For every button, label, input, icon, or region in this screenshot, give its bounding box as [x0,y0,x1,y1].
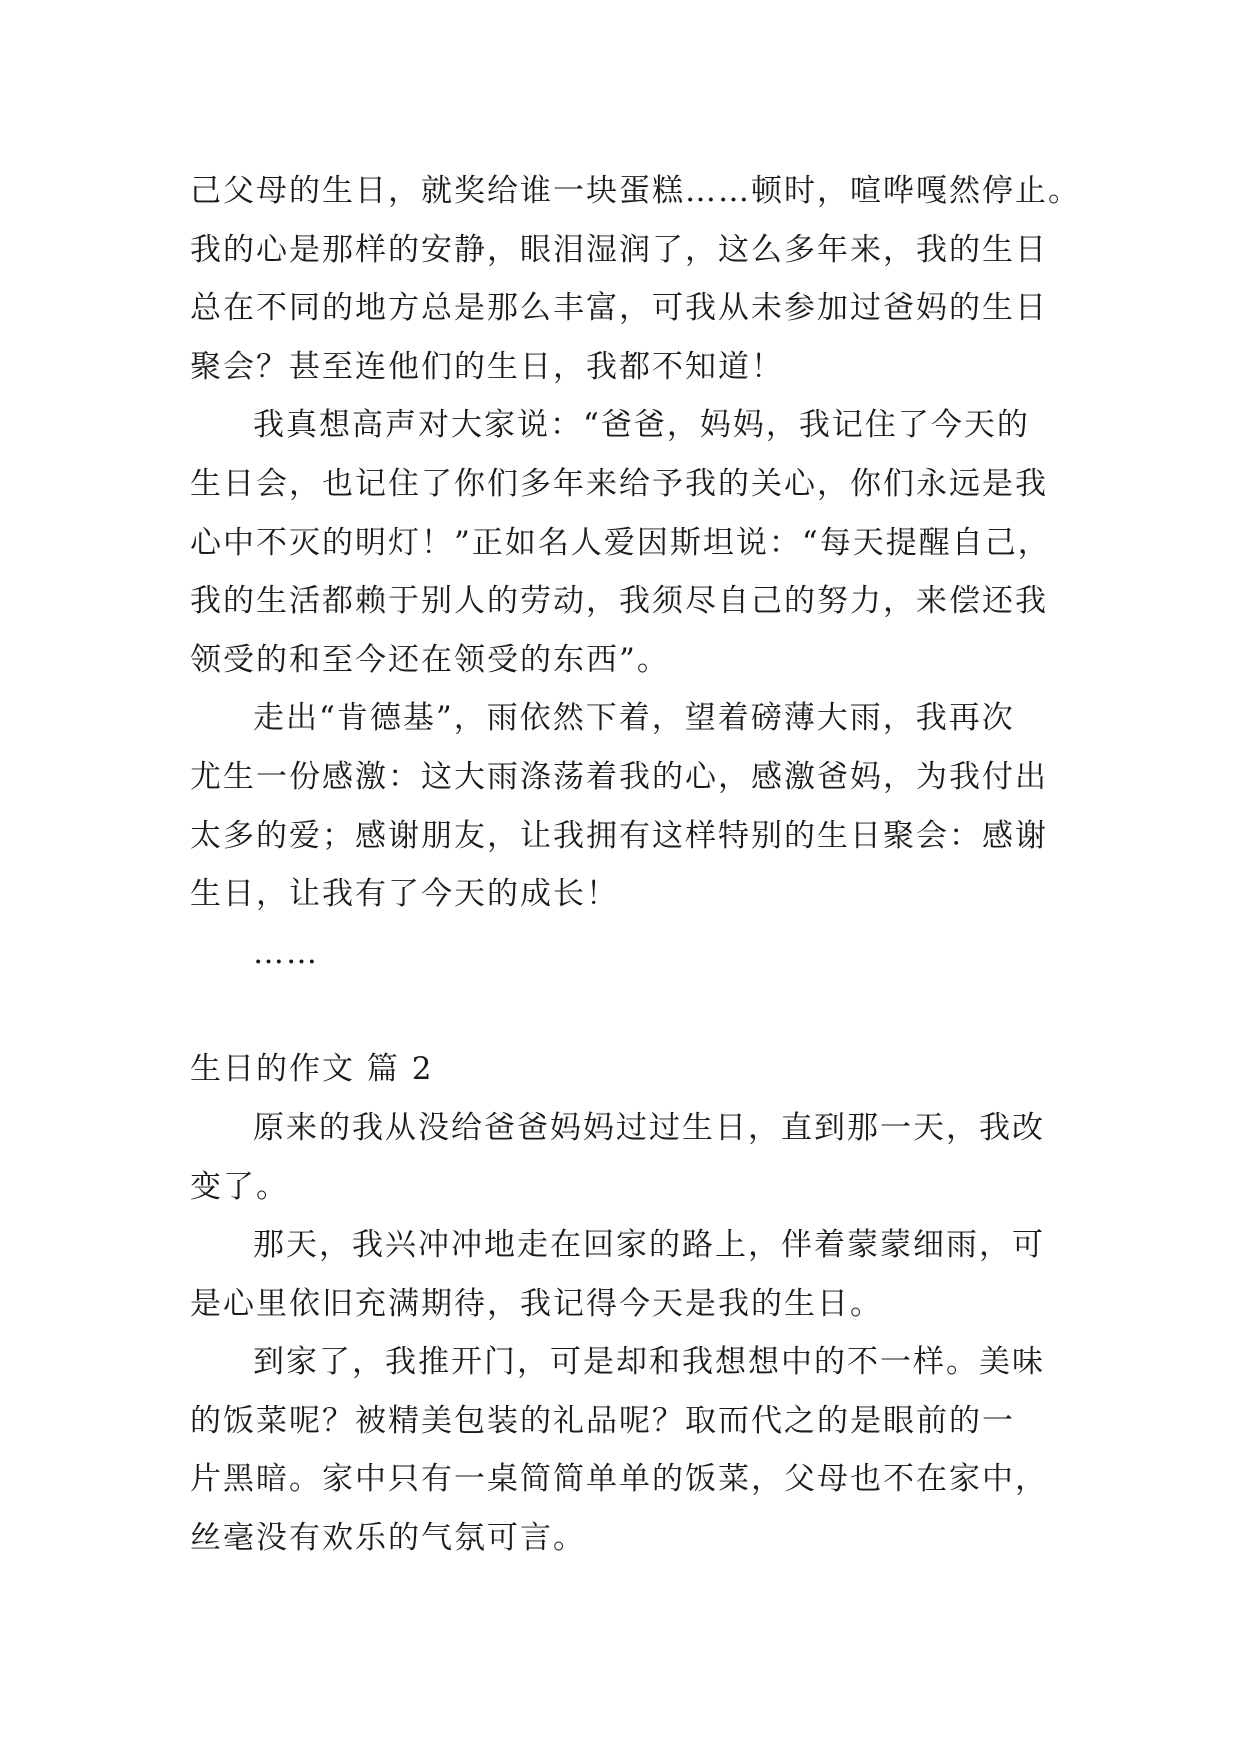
paragraph-start-line: 原来的我从没给爸爸妈妈过过生日，直到那一天，我改 [253,1109,1045,1146]
text-line: 己父母的生日，就奖给谁一块蛋糕……顿时，喧哗嘎然停止。 [190,173,1081,209]
text-line: 领受的和至今还在领受的东西”。 [190,641,670,678]
paragraph-start-line: 走出“肯德基”，雨依然下着，望着磅薄大雨，我再次 [253,700,1015,737]
section-spacer [190,982,1070,1040]
ellipsis-line: …… [253,934,319,971]
paragraph-start-line: 到家了，我推开门，可是却和我想想中的不一样。美味 [253,1344,1045,1381]
text-line: 丝毫没有欢乐的气氛可言。 [190,1520,586,1557]
document-body [190,162,1081,1568]
paragraph-start-line: 那天，我兴冲冲地走在回家的路上，伴着蒙蒙细雨，可 [253,1227,1045,1264]
text-line: 生日，让我有了今天的成长！ [190,876,619,913]
text-line: 我的生活都赖于别人的劳动，我须尽自己的努力，来偿还我 [190,583,1048,620]
text-line: 生日会，也记住了你们多年来给予我的关心，你们永远是我 [190,465,1048,502]
text-line: 聚会？甚至连他们的生日，我都不知道！ [190,348,784,385]
text-line: 太多的爱；感谢朋友，让我拥有这样特别的生日聚会：感谢 [190,817,1048,854]
paragraph-start-line: 我真想高声对大家说：“爸爸，妈妈，我记住了今天的 [253,407,1030,444]
text-line: 的饭菜呢？被精美包装的礼品呢？取而代之的是眼前的一 [190,1402,1015,1439]
text-line: 尤生一份感激：这大雨涤荡着我的心，感激爸妈，为我付出 [190,758,1048,795]
text-line: 总在不同的地方总是那么丰富，可我从未参加过爸妈的生日 [190,290,1048,327]
text-line: 片黑暗。家中只有一桌简简单单的饭菜，父母也不在家中， [190,1461,1048,1498]
text-line: 变了。 [190,1168,289,1205]
text-line: 我的心是那样的安静，眼泪湿润了，这么多年来，我的生日 [190,231,1048,268]
text-line: 心中不灭的明灯！”正如名人爱因斯坦说：“每天提醒自己， [190,524,1051,561]
text-line: 是心里依旧充满期待，我记得今天是我的生日。 [190,1285,883,1322]
section-heading: 生日的作文 篇 2 [190,1051,434,1088]
